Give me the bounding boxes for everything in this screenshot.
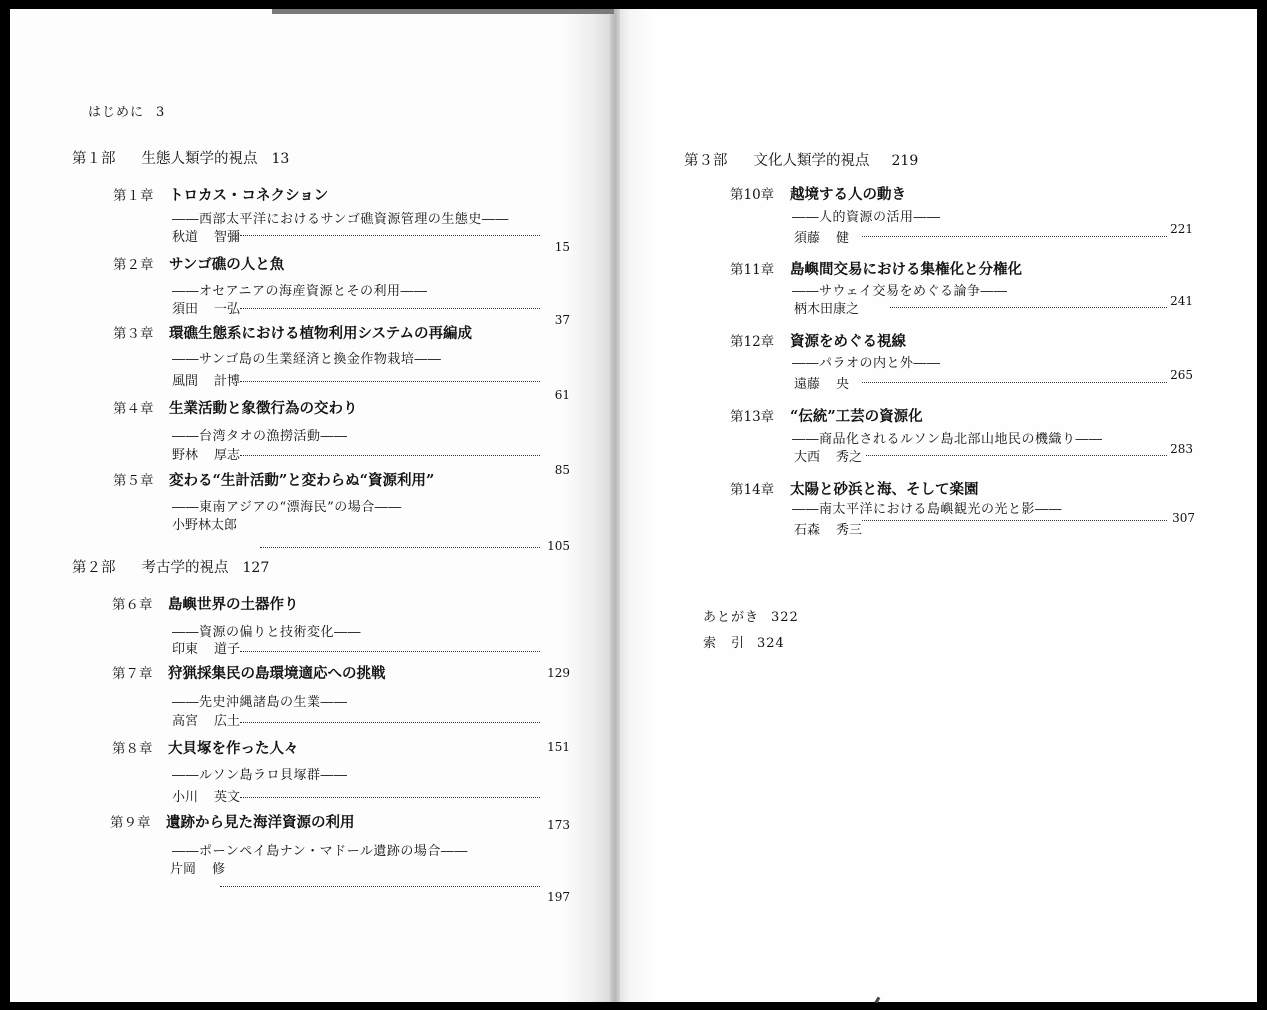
- toc-part-3: [684, 149, 918, 170]
- chapter-label: 第３章: [113, 326, 154, 342]
- leader-dots: [862, 520, 1167, 521]
- toc-chapter-7: [112, 662, 386, 683]
- chapter-label: 第５章: [113, 473, 154, 489]
- part-page: 127: [242, 560, 270, 576]
- chapter-title: 狩猟採集民の島環境適応への挑戦: [168, 665, 386, 682]
- chapter-title: 大貝塚を作った人々: [168, 740, 299, 757]
- toc-afterword: [703, 606, 799, 625]
- chapter-title: 遺跡から見た海洋資源の利用: [166, 814, 355, 831]
- chapter-page: 197: [547, 890, 570, 904]
- author-given: 央: [836, 377, 850, 392]
- part-title: 生態人類学的視点: [141, 151, 258, 167]
- chapter-label: 第８章: [112, 741, 153, 757]
- chapter-label: 第４章: [113, 401, 154, 417]
- toc-chapter-13: [730, 405, 923, 426]
- chapter-author: [794, 519, 862, 538]
- chapter-subtitle: ――サンゴ島の生業経済と換金作物栽培――: [172, 352, 442, 367]
- toc-part-1: [72, 147, 289, 168]
- author-surname: 大西: [794, 450, 821, 465]
- toc-chapter-2: [113, 253, 284, 274]
- chapter-title: トロカス・コネクション: [169, 187, 329, 204]
- chapter-author: [172, 298, 240, 317]
- leader-dots: [862, 382, 1167, 383]
- author-given: 広土: [214, 714, 241, 729]
- author-surname: 高宮: [172, 714, 199, 729]
- chapter-page: 15: [554, 240, 570, 254]
- author-given: 智彌: [214, 230, 241, 245]
- chapter-label: 第２章: [113, 257, 154, 273]
- leader-dots: [862, 236, 1167, 237]
- chapter-page: 105: [547, 539, 570, 553]
- chapter-page: 129: [547, 666, 570, 680]
- chapter-subtitle: ――東南アジアの“漂海民”の場合――: [172, 500, 402, 515]
- part-title: 考古学的視点: [141, 560, 229, 576]
- part-label: 第１部: [72, 151, 116, 167]
- leader-dots: [260, 547, 540, 548]
- chapter-subtitle: ――南太平洋における島嶼観光の光と影――: [792, 502, 1063, 517]
- chapter-author: [794, 298, 875, 317]
- chapter-title: 変わる“生計活動”と変わらぬ“資源利用”: [169, 472, 435, 489]
- chapter-title: 資源をめぐる視線: [790, 333, 906, 350]
- chapter-author: [794, 373, 849, 392]
- chapter-page: 173: [547, 818, 570, 832]
- author-surname: 風間: [172, 374, 199, 389]
- author-surname: 秋道: [172, 230, 199, 245]
- preface-page: 3: [156, 105, 166, 120]
- chapter-subtitle: ――西部太平洋におけるサンゴ礁資源管理の生態史――: [172, 212, 509, 227]
- chapter-page: 85: [554, 463, 570, 477]
- chapter-title: 島嶼世界の土器作り: [168, 596, 299, 613]
- chapter-author: [172, 786, 240, 805]
- chapter-title: 環礁生態系における植物利用システムの再編成: [169, 325, 473, 342]
- part-page: 219: [891, 153, 919, 169]
- author-surname: 遠藤: [794, 377, 821, 392]
- toc-chapter-1: [113, 184, 328, 205]
- book-gutter: [610, 9, 620, 1002]
- chapter-title: 島嶼間交易における集権化と分権化: [790, 261, 1022, 278]
- chapter-label: 第10章: [730, 187, 775, 203]
- chapter-subtitle: ――オセアニアの海産資源とその利用――: [172, 284, 428, 299]
- part-label: 第２部: [72, 560, 116, 576]
- chapter-author: [172, 710, 240, 729]
- leader-dots: [890, 307, 1167, 308]
- toc-chapter-6: [112, 593, 299, 614]
- author-given: 英文: [214, 790, 241, 805]
- author-surname: 須田: [172, 302, 199, 317]
- toc-chapter-3: [113, 322, 472, 343]
- toc-chapter-4: [113, 397, 358, 418]
- afterword-page: 322: [771, 610, 799, 625]
- leader-dots: [220, 886, 540, 887]
- chapter-subtitle: ――パラオの内と外――: [792, 356, 941, 371]
- author-given: 計博: [214, 374, 241, 389]
- toc-index: [703, 632, 785, 651]
- chapter-author: [170, 858, 225, 877]
- chapter-title: 太陽と砂浜と海、そして楽園: [790, 481, 979, 498]
- chapter-label: 第12章: [730, 334, 775, 350]
- chapter-author: [172, 444, 240, 463]
- chapter-page: 241: [1170, 294, 1193, 308]
- author-given: 厚志: [214, 448, 241, 463]
- toc-chapter-8: [112, 737, 299, 758]
- toc-chapter-10: [730, 183, 906, 204]
- toc-chapter-14: [730, 478, 979, 499]
- page-edge-shadow: [272, 9, 614, 14]
- chapter-label: 第14章: [730, 482, 775, 498]
- part-page: 13: [271, 151, 290, 167]
- chapter-author: [172, 638, 240, 657]
- chapter-page: 283: [1170, 442, 1193, 456]
- chapter-title: サンゴ礁の人と魚: [169, 256, 285, 273]
- toc-chapter-9: [110, 811, 355, 832]
- chapter-page: 265: [1170, 368, 1193, 382]
- chapter-subtitle: ――資源の偏りと技術変化――: [172, 625, 362, 640]
- toc-chapter-5: [113, 469, 434, 490]
- author-surname: 小野林太郎: [172, 518, 238, 533]
- author-given: 秀之: [836, 450, 863, 465]
- chapter-subtitle: ――人的資源の活用――: [792, 210, 941, 225]
- toc-chapter-12: [730, 330, 906, 351]
- chapter-page: 221: [1170, 222, 1193, 236]
- chapter-page: 37: [554, 313, 570, 327]
- chapter-author: [794, 227, 849, 246]
- author-surname: 野林: [172, 448, 199, 463]
- chapter-subtitle: ――商品化されるルソン島北部山地民の機織り――: [792, 432, 1103, 447]
- chapter-page: 61: [554, 388, 570, 402]
- afterword-label: あとがき: [703, 610, 760, 625]
- author-surname: 片岡: [170, 862, 197, 877]
- chapter-label: 第１章: [113, 188, 154, 204]
- chapter-page: 307: [1172, 511, 1195, 525]
- chapter-subtitle: ――ルソン島ラロ貝塚群――: [172, 768, 348, 783]
- chapter-label: 第７章: [112, 666, 153, 682]
- index-page: 324: [757, 636, 785, 651]
- chapter-label: 第11章: [730, 262, 775, 278]
- leader-dots: [240, 308, 540, 309]
- chapter-subtitle: ――サウェイ交易をめぐる論争――: [792, 284, 1008, 299]
- part-title: 文化人類学的視点: [753, 153, 870, 169]
- chapter-page: 151: [547, 740, 570, 754]
- chapter-title: 越境する人の動き: [790, 186, 906, 203]
- chapter-subtitle: ――台湾タオの漁撈活動――: [172, 429, 348, 444]
- author-given: 修: [212, 862, 226, 877]
- chapter-author: [794, 446, 862, 465]
- chapter-label: 第９章: [110, 815, 151, 831]
- author-given: 一弘: [214, 302, 241, 317]
- leader-dots: [240, 797, 540, 798]
- toc-part-2: [72, 556, 269, 577]
- author-surname: 小川: [172, 790, 199, 805]
- leader-dots: [866, 455, 1167, 456]
- chapter-subtitle: ――先史沖縄諸島の生業――: [172, 695, 348, 710]
- leader-dots: [240, 235, 540, 236]
- preface-label: はじめに: [88, 105, 145, 120]
- chapter-author: [172, 514, 253, 533]
- author-surname: 石森: [794, 523, 821, 538]
- author-given: 健: [836, 231, 850, 246]
- chapter-title: “伝統”工芸の資源化: [790, 408, 923, 425]
- leader-dots: [240, 455, 540, 456]
- author-surname: 印東: [172, 642, 199, 657]
- chapter-author: [172, 226, 240, 245]
- chapter-author: [172, 370, 240, 389]
- toc-chapter-11: [730, 258, 1022, 279]
- chapter-subtitle: ――ポーンペイ島ナン・マドール遺跡の場合――: [172, 844, 468, 859]
- index-label: 索 引: [703, 636, 746, 651]
- leader-dots: [240, 651, 540, 652]
- part-label: 第３部: [684, 153, 728, 169]
- chapter-title: 生業活動と象徴行為の交わり: [169, 400, 358, 417]
- author-surname: 柄木田康之: [794, 302, 860, 317]
- leader-dots: [240, 381, 540, 382]
- leader-dots: [240, 722, 540, 723]
- chapter-label: 第６章: [112, 597, 153, 613]
- toc-preface: [88, 101, 165, 120]
- author-given: 道子: [214, 642, 241, 657]
- chapter-label: 第13章: [730, 409, 775, 425]
- author-surname: 須藤: [794, 231, 821, 246]
- author-given: 秀三: [836, 523, 863, 538]
